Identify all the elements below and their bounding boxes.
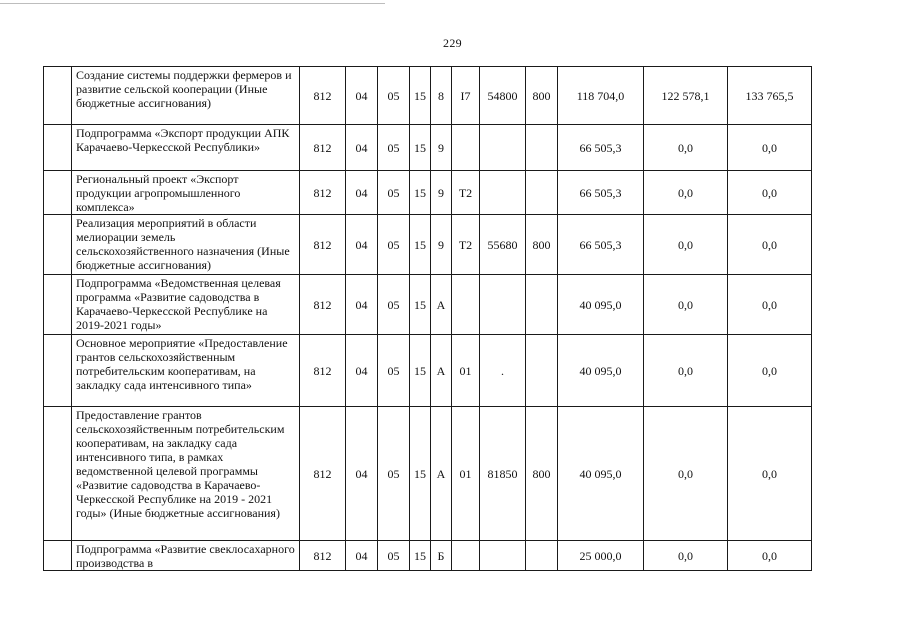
item-name: Подпрограмма «Экспорт продукции АПК Карачаево-Черкесской Республики» [72,125,300,171]
subprogram-code: А [431,275,452,335]
subsection-code: 05 [378,335,410,407]
project-code: 01 [452,407,480,541]
section-code: 04 [346,275,378,335]
amount-year-1: 66 505,3 [558,125,644,171]
admin-code: 812 [300,171,346,215]
table-body [44,67,812,571]
item-name: Подпрограмма «Развитие свеклосахарного производства в [72,541,300,571]
row-index-cell [44,541,72,571]
amount-year-2: 0,0 [644,171,728,215]
subsection-code: 05 [378,215,410,275]
program-code: 15 [410,171,431,215]
amount-year-2: 0,0 [644,335,728,407]
table-row [44,335,812,407]
scan-edge-line [0,3,385,4]
row-index-cell [44,171,72,215]
amount-year-2: 0,0 [644,541,728,571]
program-code: 15 [410,541,431,571]
admin-code: 812 [300,67,346,125]
section-code: 04 [346,335,378,407]
expense-type-code [526,171,558,215]
expense-type-code [526,125,558,171]
item-name: Предоставление грантов сельскохозяйственным потребительским кооперативам, на закладку сада интенсивного типа, в рамках ведомственной целевой программы «Развитие садоводства в Карачаево-Черкесской Республике на 2019 - 2021 годы» (Иные бюджетные ассигнования) [72,407,300,541]
item-name: Основное мероприятие «Предоставление грантов сельскохозяйственным потребительским кооперативам, на закладку сада интенсивного типа» [72,335,300,407]
subsection-code: 05 [378,67,410,125]
amount-year-1: 40 095,0 [558,407,644,541]
direction-code: 81850 [480,407,526,541]
item-name: Создание системы поддержки фермеров и развитие сельской кооперации (Иные бюджетные ассигнования) [72,67,300,125]
project-code: 01 [452,335,480,407]
amount-year-3: 0,0 [728,335,812,407]
table-row [44,67,812,125]
subsection-code: 05 [378,171,410,215]
amount-year-3: 133 765,5 [728,67,812,125]
section-code: 04 [346,125,378,171]
amount-year-2: 0,0 [644,125,728,171]
admin-code: 812 [300,541,346,571]
direction-code [480,125,526,171]
project-code: T2 [452,171,480,215]
project-code [452,125,480,171]
section-code: 04 [346,407,378,541]
row-index-cell [44,215,72,275]
subprogram-code: 8 [431,67,452,125]
admin-code: 812 [300,335,346,407]
item-name: Подпрограмма «Ведомственная целевая программа «Развитие садоводства в Карачаево-Черкесской Республике на 2019-2021 годы» [72,275,300,335]
subsection-code: 05 [378,541,410,571]
subsection-code: 05 [378,407,410,541]
amount-year-3: 0,0 [728,171,812,215]
table-row [44,541,812,571]
direction-code: 55680 [480,215,526,275]
budget-table [43,66,812,571]
project-code [452,275,480,335]
amount-year-2: 0,0 [644,215,728,275]
amount-year-2: 0,0 [644,407,728,541]
direction-code: 54800 [480,67,526,125]
item-name: Региональный проект «Экспорт продукции агропромышленного комплекса» [72,171,300,215]
project-code: T2 [452,215,480,275]
program-code: 15 [410,407,431,541]
direction-code [480,541,526,571]
item-name: Реализация мероприятий в области мелиорации земель сельскохозяйственного назначения (Иные бюджетные ассигнования) [72,215,300,275]
direction-code: . [480,335,526,407]
amount-year-3: 0,0 [728,541,812,571]
admin-code: 812 [300,407,346,541]
expense-type-code: 800 [526,407,558,541]
amount-year-1: 66 505,3 [558,215,644,275]
section-code: 04 [346,171,378,215]
program-code: 15 [410,215,431,275]
subprogram-code: А [431,335,452,407]
expense-type-code [526,541,558,571]
amount-year-1: 40 095,0 [558,335,644,407]
amount-year-1: 40 095,0 [558,275,644,335]
direction-code [480,171,526,215]
amount-year-3: 0,0 [728,407,812,541]
amount-year-2: 122 578,1 [644,67,728,125]
amount-year-3: 0,0 [728,125,812,171]
amount-year-1: 66 505,3 [558,171,644,215]
row-index-cell [44,275,72,335]
table-row [44,407,812,541]
page-number: 229 [443,36,462,50]
table-row [44,275,812,335]
project-code [452,541,480,571]
amount-year-3: 0,0 [728,215,812,275]
expense-type-code: 800 [526,215,558,275]
subprogram-code: А [431,407,452,541]
row-index-cell [44,407,72,541]
section-code: 04 [346,215,378,275]
subprogram-code: 9 [431,215,452,275]
admin-code: 812 [300,125,346,171]
expense-type-code [526,275,558,335]
program-code: 15 [410,335,431,407]
project-code: I7 [452,67,480,125]
table-row [44,171,812,215]
admin-code: 812 [300,275,346,335]
subprogram-code: 9 [431,125,452,171]
subsection-code: 05 [378,125,410,171]
amount-year-2: 0,0 [644,275,728,335]
program-code: 15 [410,275,431,335]
subsection-code: 05 [378,275,410,335]
row-index-cell [44,67,72,125]
section-code: 04 [346,67,378,125]
admin-code: 812 [300,215,346,275]
table-row [44,215,812,275]
subprogram-code: Б [431,541,452,571]
amount-year-3: 0,0 [728,275,812,335]
subprogram-code: 9 [431,171,452,215]
section-code: 04 [346,541,378,571]
expense-type-code: 800 [526,67,558,125]
amount-year-1: 118 704,0 [558,67,644,125]
row-index-cell [44,335,72,407]
direction-code [480,275,526,335]
table-row [44,125,812,171]
row-index-cell [44,125,72,171]
program-code: 15 [410,125,431,171]
program-code: 15 [410,67,431,125]
amount-year-1: 25 000,0 [558,541,644,571]
expense-type-code [526,335,558,407]
